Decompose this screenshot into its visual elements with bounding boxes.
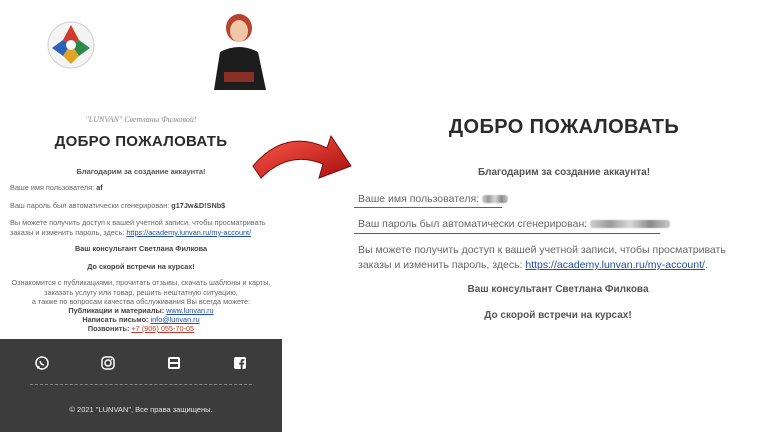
zoomed-password-label: Ваш пароль был автоматически сгенерирован:: [358, 218, 588, 230]
facebook-icon[interactable]: [232, 355, 248, 371]
info-line-1: Ознакомится с публикациями, прочитать отзывы, скачать шаблоны и карты,: [11, 278, 271, 287]
brand-line: "LUNVAN" Светланы Филковой!: [85, 115, 197, 124]
phone-link[interactable]: +7 (906) 055-70-05: [131, 324, 195, 333]
logo-icon: [46, 20, 96, 70]
password-value: g17Jw&D!SNb$: [171, 201, 226, 210]
account-link[interactable]: https://academy.lunvan.ru/my-account/: [126, 228, 252, 237]
zoomed-see-you-text: До скорой встречи на курсах!: [484, 310, 632, 321]
zoomed-account-link[interactable]: https://academy.lunvan.ru/my-account/: [525, 259, 705, 271]
footer-copyright: © 2021 "LUNVAN", Все права защищены.: [69, 405, 213, 414]
instagram-icon[interactable]: [100, 355, 116, 371]
page-title: ДОБРО ПОЖАЛОВАТЬ: [54, 133, 228, 150]
email-footer: [0, 339, 282, 432]
zoomed-password-line: [358, 217, 758, 232]
zoomed-consultant-text: Ваш консультант Светлана Филкова: [467, 284, 649, 295]
info-line-2: заказать услугу или товар, решить нештатную ситуацию,: [44, 288, 238, 297]
consultant-text: Ваш консультант Светлана Филкова: [74, 244, 208, 253]
zoomed-title: ДОБРО ПОЖАЛОВАТЬ: [448, 116, 680, 138]
see-you-text: До скорой встречи на курсах!: [87, 262, 195, 271]
password-redacted: [590, 220, 670, 228]
username-label: Ваше имя пользователя:: [10, 183, 95, 192]
email-preview: [0, 0, 282, 432]
password-line: [10, 201, 272, 211]
thanks-text: Благодарим за создание аккаунта!: [76, 167, 206, 176]
info-line-3: а также по вопросам качества обслуживания Вы всегда можете:: [31, 297, 251, 306]
social-icons: [0, 355, 282, 375]
publications-line: Публикации и материалы: www.lunvan.ru: [68, 306, 214, 315]
footer-divider: [30, 384, 252, 385]
consultant-photo: [206, 6, 272, 90]
username-highlight: [354, 207, 502, 208]
youtube-icon[interactable]: [166, 355, 182, 371]
username-line: [10, 183, 272, 193]
access-text: Вы можете получить доступ к вашей учетной записи, чтобы просматривать заказы и изменить пароль, здесь: https://academy.lunvan.ru/my-account/: [10, 218, 266, 237]
password-highlight: [354, 233, 660, 234]
publications-link[interactable]: www.lunvan.ru: [166, 306, 214, 315]
email-link[interactable]: info@lunvan.ru: [150, 315, 200, 324]
arrow-icon: [245, 122, 355, 202]
password-label: Ваш пароль был автоматически сгенерирован:: [10, 201, 170, 210]
whatsapp-icon[interactable]: [34, 355, 50, 371]
zoomed-username-label: Ваше имя пользователя:: [358, 193, 480, 205]
zoomed-username-line: [358, 192, 758, 207]
username-value: af: [96, 183, 103, 192]
zoomed-thanks-text: Благодарим за создание аккаунта!: [477, 167, 651, 178]
write-line: Написать письмо: info@lunvan.ru: [82, 315, 200, 324]
username-redacted: [482, 195, 508, 203]
call-line: Позвонить: +7 (906) 055-70-05: [87, 324, 195, 333]
zoomed-access-text: Вы можете получить доступ к вашей учетной записи, чтобы просматривать заказы и изменить пароль, здесь: https://academy.lunvan.ru/my-account/.: [358, 244, 726, 271]
